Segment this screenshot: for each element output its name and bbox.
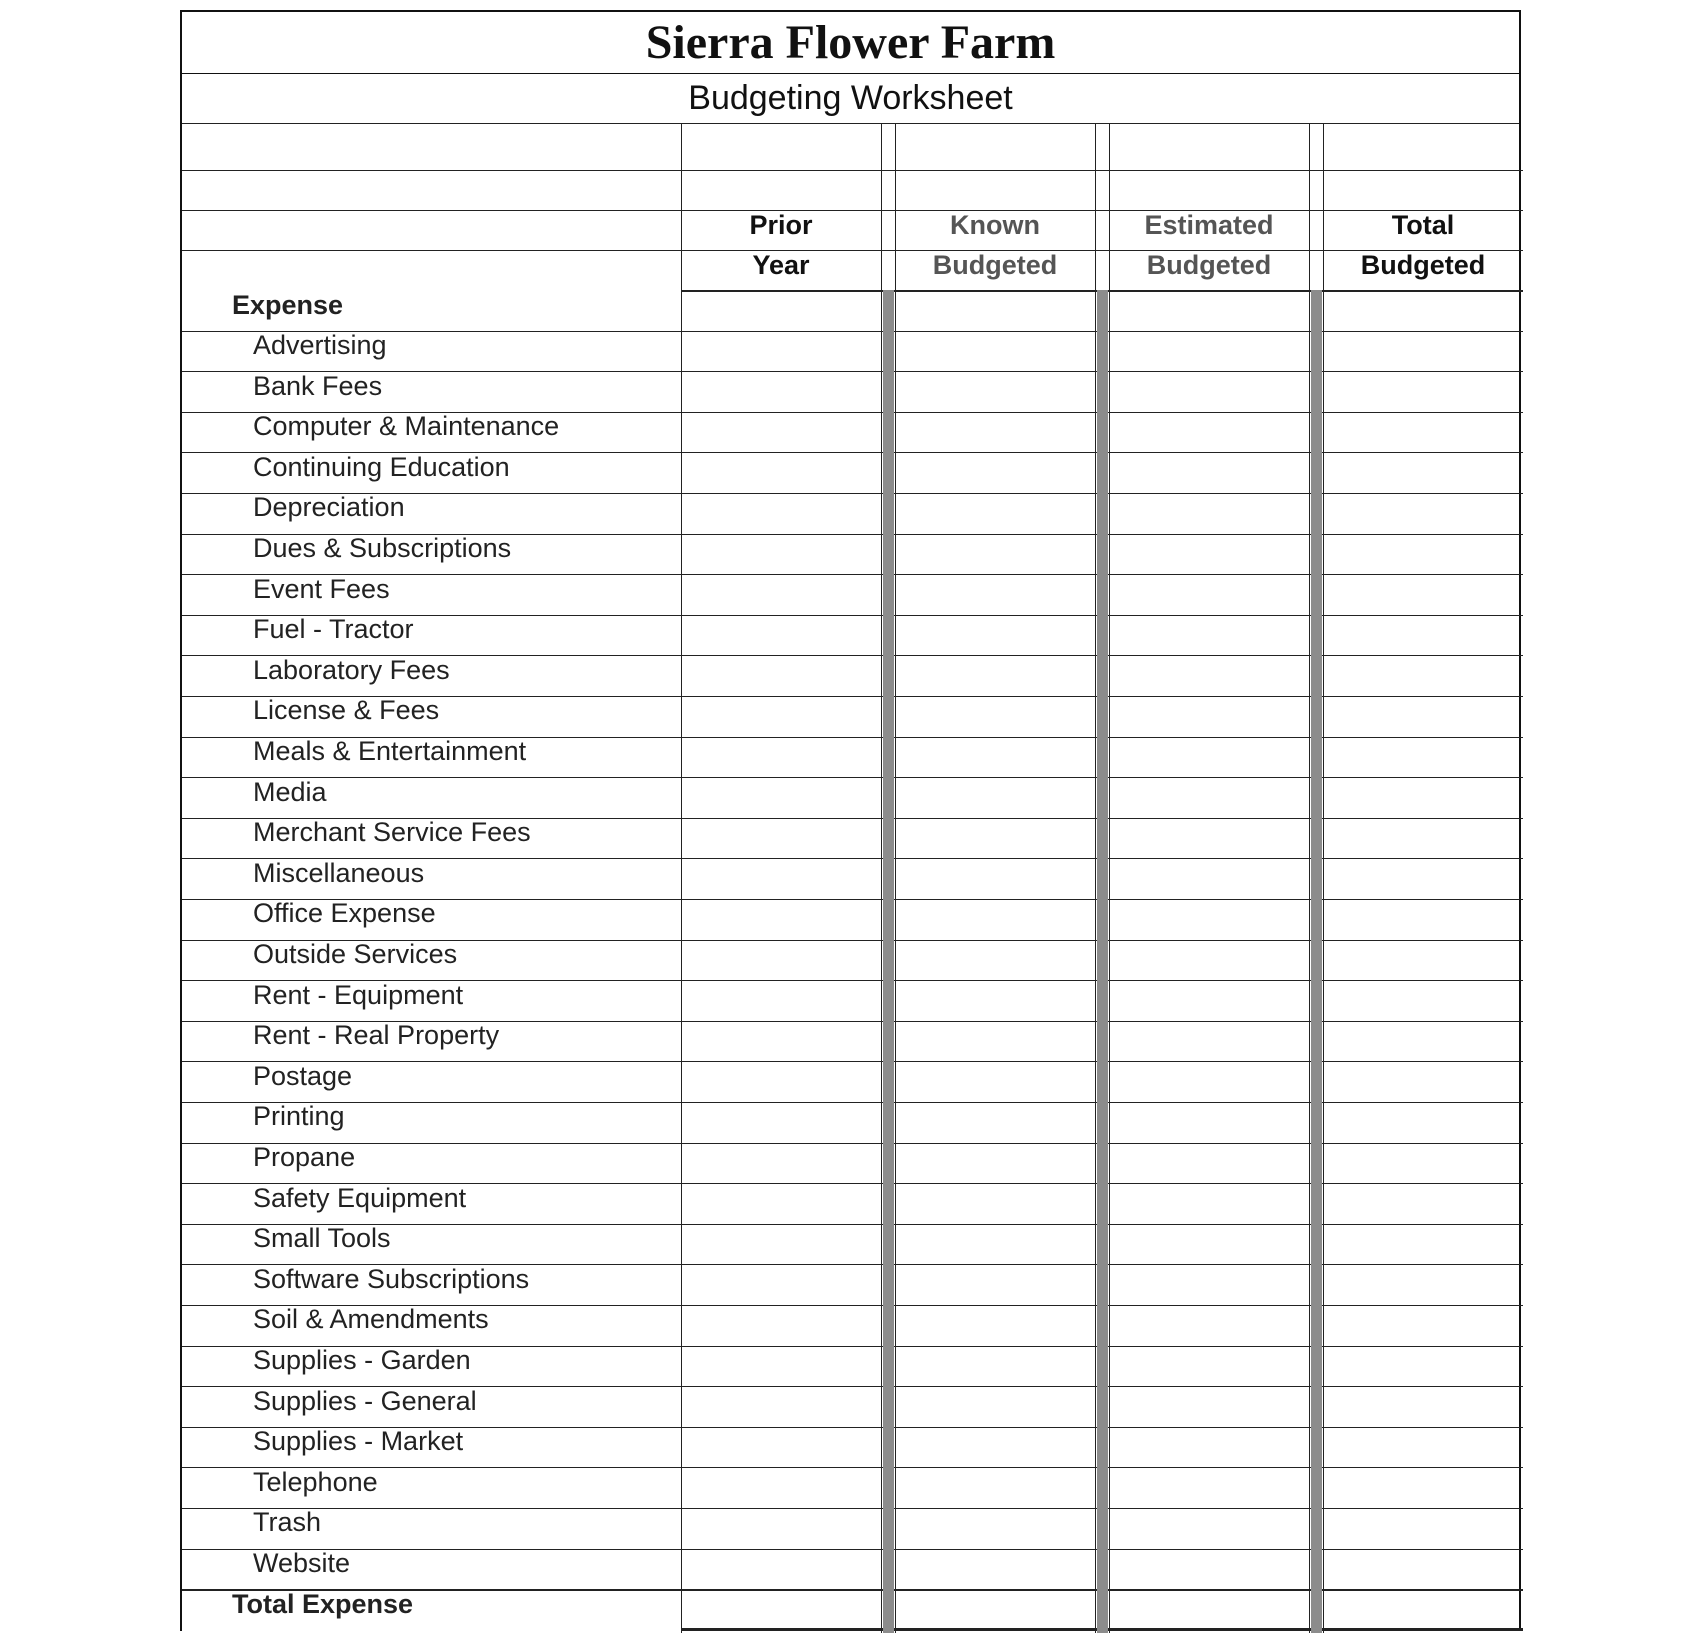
expense-item-label: Supplies - Market	[253, 1426, 464, 1457]
expense-item-label: Soil & Amendments	[253, 1304, 489, 1335]
section-label-expense: Expense	[232, 290, 344, 320]
grid-column-line	[1095, 123, 1096, 1633]
expense-item-label: Website	[253, 1548, 351, 1578]
expense-item-label: Rent - Real Property	[253, 1020, 500, 1051]
expense-item-label: Continuing Education	[253, 451, 510, 482]
expense-item-label: License & Fees	[253, 695, 440, 726]
expense-item-label: Media	[253, 776, 327, 807]
column-header-line2: Budgeted	[1146, 250, 1272, 280]
expense-item-label: Bank Fees	[253, 370, 383, 401]
grid-column-line	[1323, 123, 1324, 1633]
column-header-total-budgeted	[1323, 205, 1523, 285]
total-expense-label: Total Expense	[232, 1588, 414, 1619]
expense-item-label: Supplies - General	[253, 1385, 477, 1416]
column-header-line1: Estimated	[1144, 210, 1274, 240]
column-header-known-budgeted	[895, 205, 1095, 285]
expense-item-label: Trash	[253, 1507, 322, 1538]
expense-item-label: Office Expense	[253, 898, 436, 929]
grid-column-line	[881, 123, 882, 1633]
expense-item-label: Depreciation	[253, 492, 405, 523]
expense-item-label: Outside Services	[253, 939, 458, 969]
expense-item-label: Fuel - Tractor	[253, 614, 414, 645]
expense-item-label: Meals & Entertainment	[253, 736, 527, 766]
expense-item-label: Rent - Equipment	[253, 979, 464, 1010]
column-header-estimated-budgeted	[1109, 205, 1309, 285]
expense-item-label: Propane	[253, 1142, 356, 1172]
column-header-line2: Budgeted	[932, 250, 1058, 280]
column-separator-bar	[1311, 290, 1322, 1633]
grid-column-line	[681, 123, 682, 1633]
expense-item-label: Software Subscriptions	[253, 1263, 530, 1294]
budget-worksheet	[180, 10, 1521, 1631]
grid-row-line	[182, 210, 1523, 211]
expense-item-label: Event Fees	[253, 573, 390, 604]
expense-item-label: Printing	[253, 1101, 345, 1132]
column-separator-bar	[1097, 290, 1108, 1633]
title-row	[182, 12, 1519, 74]
grid-column-line	[1309, 123, 1310, 1633]
expense-item-label: Dues & Subscriptions	[253, 533, 512, 563]
expense-item-label: Postage	[253, 1060, 353, 1091]
expense-item-label: Merchant Service Fees	[253, 817, 531, 848]
expense-item-label: Safety Equipment	[253, 1182, 467, 1213]
column-header-line1: Prior	[749, 210, 813, 240]
column-header-prior-year	[681, 205, 881, 285]
column-header-line2: Budgeted	[1360, 250, 1486, 280]
page-subtitle: Budgeting Worksheet	[688, 78, 1013, 117]
expense-item-label: Miscellaneous	[253, 857, 425, 888]
subtitle-row	[182, 73, 1519, 124]
grid-column-line	[1109, 123, 1110, 1633]
expense-item-label: Laboratory Fees	[253, 654, 450, 685]
expense-item-label: Supplies - Garden	[253, 1345, 471, 1375]
expense-item-label: Telephone	[253, 1466, 378, 1497]
grid-row-line	[182, 250, 1523, 251]
expense-item-label: Advertising	[253, 330, 387, 360]
expense-item-label: Computer & Maintenance	[253, 411, 560, 442]
grid-row-line	[182, 170, 1523, 171]
expense-item-label: Small Tools	[253, 1223, 391, 1254]
grid-column-line	[895, 123, 896, 1633]
column-header-line1: Known	[950, 210, 1040, 240]
page-title: Sierra Flower Farm	[645, 16, 1056, 69]
column-header-line1: Total	[1391, 210, 1455, 240]
column-separator-bar	[883, 290, 894, 1633]
column-header-line2: Year	[752, 250, 810, 280]
